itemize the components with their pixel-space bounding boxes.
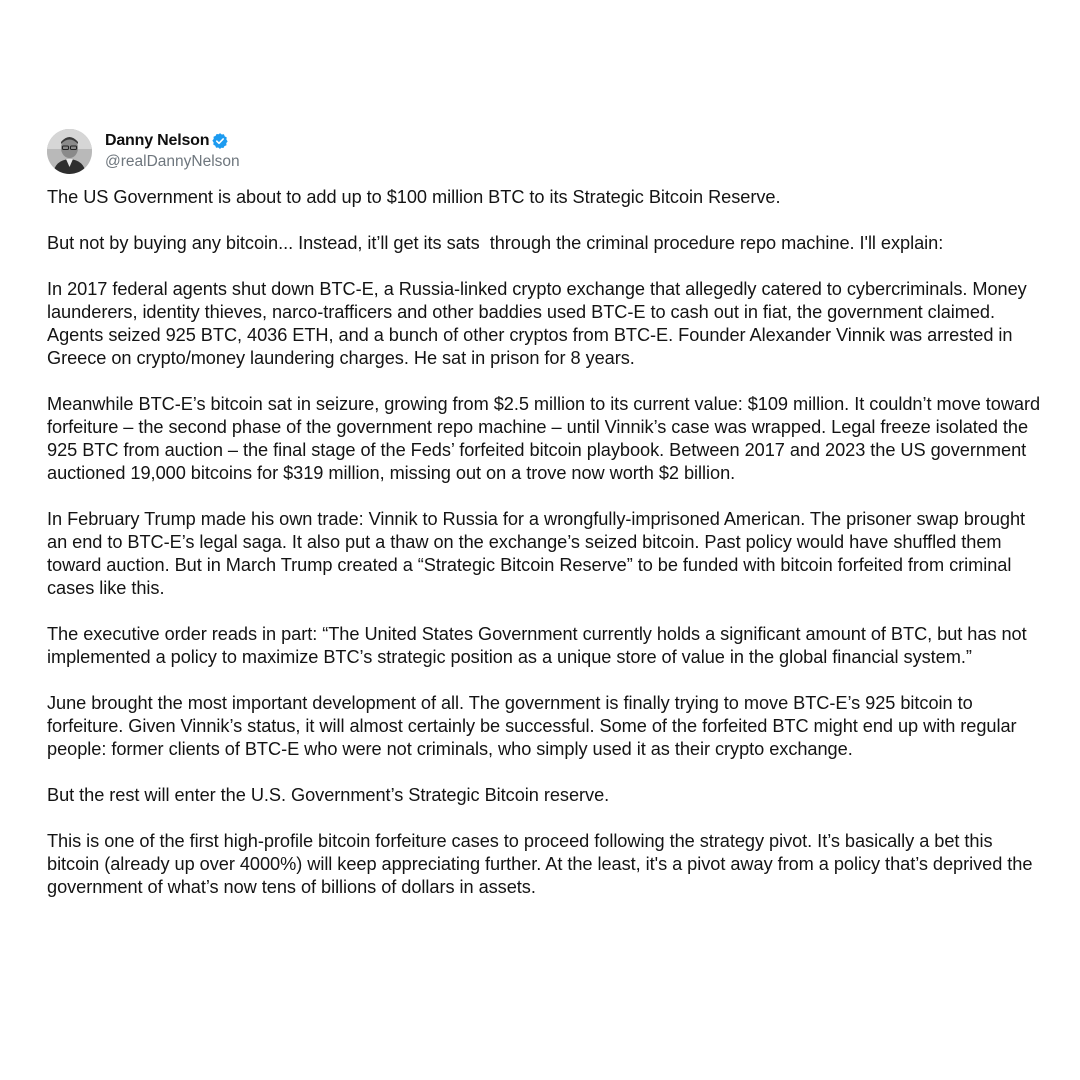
- tweet-paragraph: The US Government is about to add up to $100 million BTC to its Strategic Bitcoin Reserve.: [47, 187, 781, 207]
- tweet-paragraph: The executive order reads in part: “The United States Government currently holds a significant amount of BTC, but has not implemented a policy to maximize BTC’s strategic position as a unique store of value in the global financial system.”: [47, 624, 1032, 667]
- tweet-paragraph: In 2017 federal agents shut down BTC-E, a Russia-linked crypto exchange that allegedly catered to cybercriminals. Money launderers, identity thieves, narco-trafficers and other baddies used BTC-E to cash out in fiat, the government claimed. Agents seized 925 BTC, 4036 ETH, and a bunch of other cryptos from BTC-E. Founder Alexander Vinnik was arrested in Greece on crypto/money laundering charges. He sat in prison for 8 years.: [47, 279, 1032, 368]
- tweet-body: [47, 186, 1046, 899]
- tweet-header: [47, 128, 1042, 174]
- tweet-paragraph: But the rest will enter the U.S. Government’s Strategic Bitcoin reserve.: [47, 785, 610, 805]
- profile-photo-icon: [47, 129, 92, 174]
- tweet-card: [47, 128, 1046, 922]
- tweet-paragraph: In February Trump made his own trade: Vinnik to Russia for a wrongfully-imprisoned American. The prisoner swap brought an end to BTC-E’s legal saga. It also put a thaw on the exchange’s seized bitcoin. Past policy would have shuffled them toward auction. But in March Trump created a “Strategic Bitcoin Reserve” to be funded with bitcoin forfeited from criminal cases like this.: [47, 509, 1031, 598]
- tweet-paragraph: June brought the most important development of all. The government is finally trying to move BTC-E’s 925 bitcoin to forfeiture. Given Vinnik’s status, it will almost certainly be successful. Some of the forfeited BTC might end up with regular people: former clients of BTC-E who were not criminals, who simply used it as their crypto exchange.: [47, 693, 1022, 759]
- avatar[interactable]: [47, 129, 92, 174]
- tweet-paragraph: This is one of the first high-profile bitcoin forfeiture cases to proceed following the strategy pivot. It’s basically a bet this bitcoin (already up over 4000%) will keep appreciating further. At the least, it's a pivot away from a policy that’s deprived the government of what’s now tens of billions of dollars in assets.: [47, 831, 1038, 897]
- author-info: [105, 131, 240, 172]
- tweet-paragraph: But not by buying any bitcoin... Instead, it’ll get its sats through the criminal procedure repo machine. I'll explain:: [47, 233, 944, 253]
- display-name[interactable]: Danny Nelson: [105, 131, 210, 149]
- verified-badge-icon: [212, 133, 228, 149]
- author-handle[interactable]: @realDannyNelson: [105, 152, 240, 170]
- name-row: [105, 131, 240, 151]
- tweet-paragraph: Meanwhile BTC-E’s bitcoin sat in seizure, growing from $2.5 million to its current value: $109 million. It couldn’t move toward forfeiture – the second phase of the government repo machine – until Vinnik’s case was wrapped. Legal freeze isolated the 925 BTC from auction – the final stage of the Feds’ forfeited bitcoin playbook. Between 2017 and 2023 the US government auctioned 19,000 bitcoins for $319 million, missing out on a trove now worth $2 billion.: [47, 394, 1046, 483]
